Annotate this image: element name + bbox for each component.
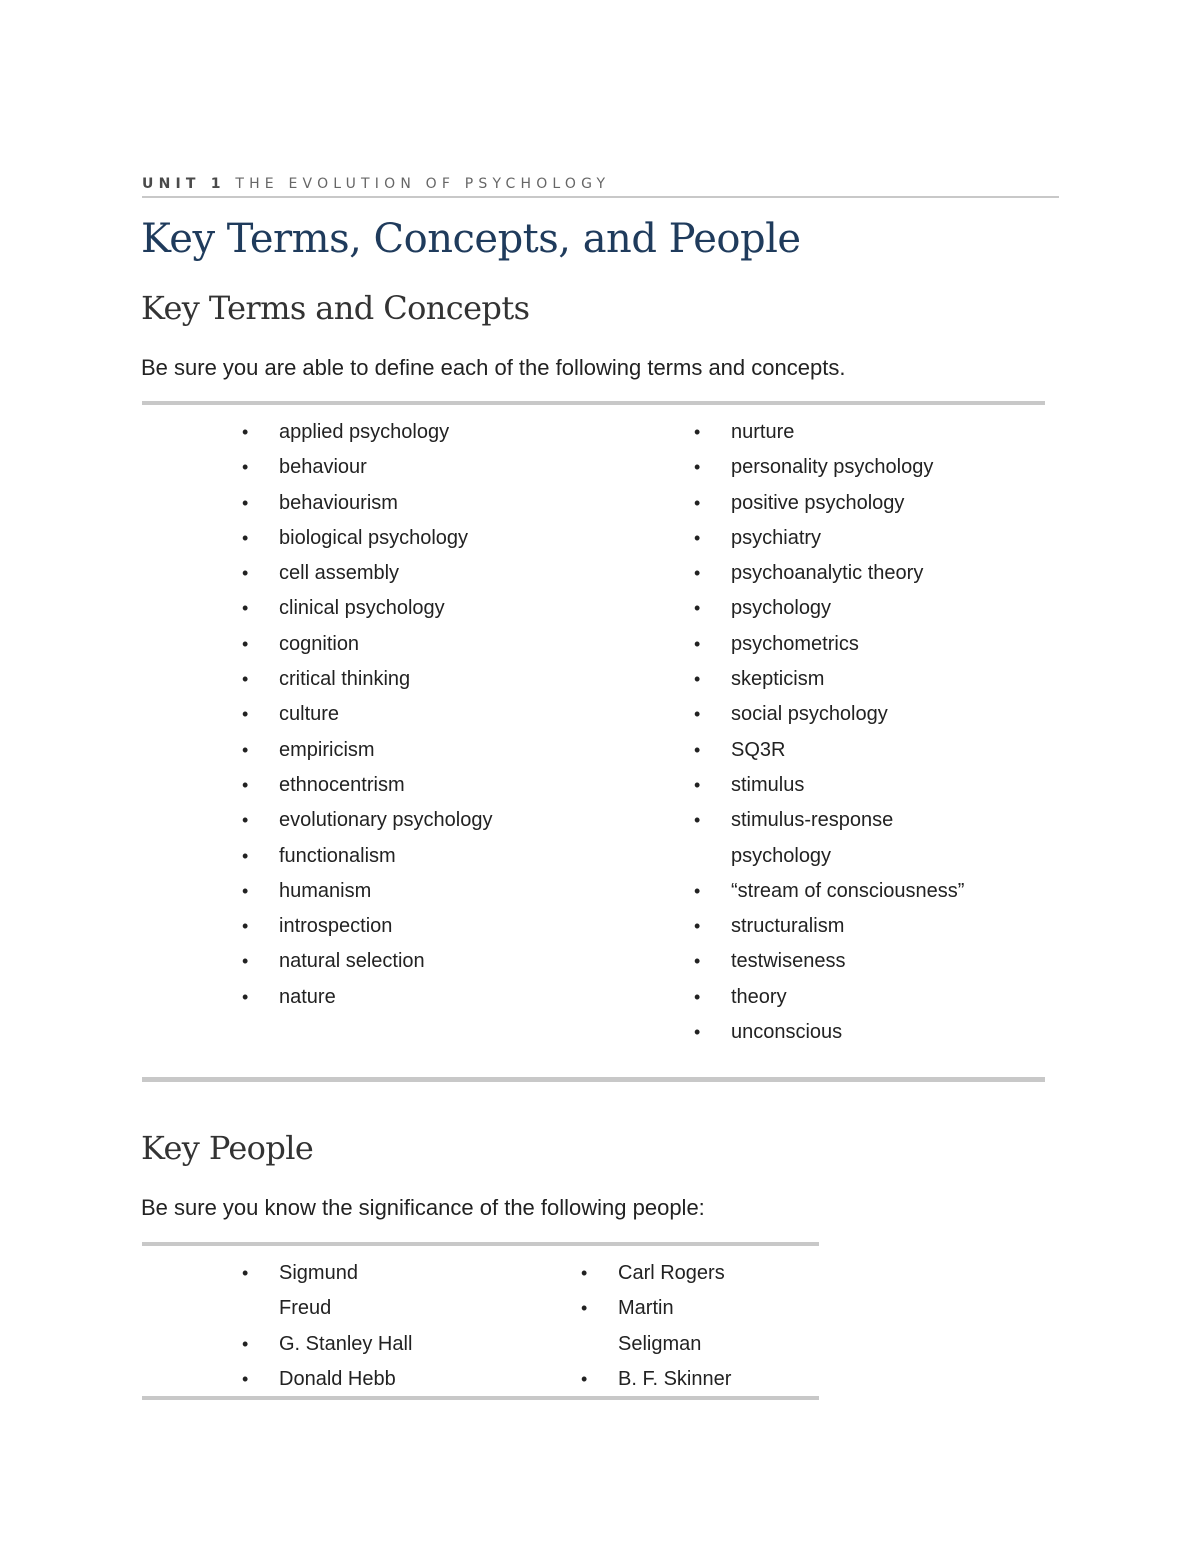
list-item <box>694 944 964 979</box>
bullet-icon: • <box>581 1368 588 1389</box>
header-divider <box>142 196 1059 198</box>
bullet-icon: • <box>242 457 249 478</box>
list-item <box>694 980 964 1015</box>
bullet-icon: • <box>694 880 701 901</box>
bullet-icon: • <box>694 704 701 725</box>
bullet-icon: • <box>694 563 701 584</box>
list-item-text: social psychology <box>731 703 888 726</box>
list-item-text: “stream of consciousness” <box>731 879 965 902</box>
unit-label: UNIT 1 <box>142 176 226 192</box>
list-item-text: cell assembly <box>279 562 400 585</box>
unit-subject: THE EVOLUTION OF PSYCHOLOGY <box>235 176 611 192</box>
list-item <box>242 415 492 450</box>
terms-intro: Be sure you are able to define each of the following terms and concepts. <box>141 355 846 380</box>
bullet-icon: • <box>242 422 249 442</box>
bullet-icon: • <box>694 598 701 619</box>
bullet-icon: • <box>694 1022 701 1043</box>
terms-heading: Key Terms and Concepts <box>141 289 530 327</box>
list-item-text: Seligman <box>618 1332 702 1355</box>
list-item <box>242 944 492 979</box>
list-item-text: Martin <box>618 1297 674 1320</box>
bullet-icon: • <box>242 810 249 831</box>
bullet-icon: • <box>694 810 701 831</box>
bullet-icon: • <box>694 669 701 690</box>
list-item-text: psychometrics <box>731 632 859 655</box>
bullet-icon: • <box>694 986 701 1007</box>
people-left-list <box>242 1256 412 1397</box>
list-item-text: humanism <box>279 879 372 902</box>
list-item <box>242 1327 412 1362</box>
list-item <box>694 768 964 803</box>
list-item <box>242 450 492 485</box>
bullet-icon: • <box>694 951 701 972</box>
bullet-icon: • <box>694 774 701 795</box>
bullet-icon: • <box>694 916 701 937</box>
list-item-text: G. Stanley Hall <box>279 1332 413 1355</box>
list-item-text: positive psychology <box>731 491 905 514</box>
bullet-icon: • <box>242 1263 249 1283</box>
list-item <box>581 1256 731 1291</box>
bullet-icon: • <box>242 1333 249 1354</box>
list-item-text: stimulus-response <box>731 809 894 832</box>
list-item <box>242 874 492 909</box>
people-heading: Key People <box>141 1129 314 1167</box>
list-item <box>694 521 964 556</box>
list-item <box>242 591 492 626</box>
list-item <box>242 909 492 944</box>
list-item-text: psychology <box>731 597 832 620</box>
list-item-text: structuralism <box>731 915 845 938</box>
bullet-icon: • <box>242 951 249 972</box>
list-item <box>694 591 964 626</box>
list-item-text: Freud <box>279 1297 332 1320</box>
bullet-icon: • <box>242 739 249 760</box>
bullet-icon: • <box>242 669 249 690</box>
bullet-icon: • <box>242 633 249 654</box>
bullet-icon: • <box>694 492 701 513</box>
bullet-icon: • <box>242 598 249 619</box>
list-item <box>242 697 492 732</box>
list-item <box>242 521 492 556</box>
list-item <box>694 662 964 697</box>
list-item-text: Sigmund <box>279 1262 358 1284</box>
bullet-icon: • <box>694 457 701 478</box>
people-right-list <box>581 1256 731 1397</box>
list-item <box>242 486 492 521</box>
terms-bottom-divider <box>142 1077 1045 1082</box>
list-item-text: skepticism <box>731 668 825 691</box>
list-item <box>242 556 492 591</box>
people-intro: Be sure you know the significance of the following people: <box>141 1195 705 1220</box>
list-item <box>242 839 492 874</box>
list-item <box>694 839 964 874</box>
list-item <box>581 1362 731 1397</box>
list-item-text: behaviourism <box>279 491 398 514</box>
list-item <box>694 1015 964 1050</box>
bullet-icon: • <box>242 845 249 866</box>
list-item-text: applied psychology <box>279 421 450 443</box>
list-item-text: personality psychology <box>731 456 934 479</box>
list-item <box>694 874 964 909</box>
list-item <box>581 1327 731 1362</box>
list-item-text: empiricism <box>279 738 375 761</box>
list-item-text: psychiatry <box>731 526 822 549</box>
terms-top-divider <box>142 401 1045 405</box>
list-item <box>694 415 964 450</box>
page-title: Key Terms, Concepts, and People <box>141 216 801 262</box>
list-item <box>694 733 964 768</box>
bullet-icon: • <box>242 880 249 901</box>
list-item-text: introspection <box>279 915 393 938</box>
list-item <box>242 1362 412 1397</box>
list-item <box>242 980 492 1015</box>
people-bottom-divider <box>142 1396 819 1400</box>
list-item-text: nature <box>279 985 336 1008</box>
list-item <box>242 733 492 768</box>
list-item-text: stimulus <box>731 773 805 796</box>
list-item-text: evolutionary psychology <box>279 809 493 832</box>
list-item <box>242 627 492 662</box>
list-item <box>242 803 492 838</box>
list-item <box>242 1291 412 1326</box>
bullet-icon: • <box>242 563 249 584</box>
list-item-text: clinical psychology <box>279 597 445 620</box>
list-item <box>581 1291 731 1326</box>
bullet-icon: • <box>242 527 249 548</box>
list-item-text: ethnocentrism <box>279 773 405 796</box>
list-item <box>694 803 964 838</box>
bullet-icon: • <box>694 527 701 548</box>
bullet-icon: • <box>694 739 701 760</box>
unit-header <box>142 176 610 192</box>
list-item-text: cognition <box>279 632 360 655</box>
list-item-text: B. F. Skinner <box>618 1367 732 1390</box>
list-item <box>694 909 964 944</box>
list-item <box>694 697 964 732</box>
bullet-icon: • <box>242 704 249 725</box>
terms-right-list <box>694 415 964 1050</box>
list-item-text: unconscious <box>731 1021 843 1044</box>
list-item <box>694 450 964 485</box>
bullet-icon: • <box>581 1263 588 1283</box>
list-item <box>242 768 492 803</box>
list-item-text: nurture <box>731 421 795 443</box>
list-item-text: functionalism <box>279 844 396 867</box>
list-item-text: SQ3R <box>731 738 786 761</box>
list-item <box>242 1256 412 1291</box>
list-item <box>694 556 964 591</box>
list-item-text: critical thinking <box>279 668 411 691</box>
bullet-icon: • <box>242 492 249 513</box>
list-item-text: culture <box>279 703 340 726</box>
bullet-icon: • <box>242 1368 249 1389</box>
list-item-text: behaviour <box>279 456 367 479</box>
bullet-icon: • <box>242 986 249 1007</box>
bullet-icon: • <box>242 774 249 795</box>
list-item-text: testwiseness <box>731 950 846 973</box>
list-item-text: theory <box>731 985 787 1008</box>
bullet-icon: • <box>581 1298 588 1319</box>
list-item-text: natural selection <box>279 950 425 973</box>
list-item-text: psychology <box>731 844 832 867</box>
list-item <box>242 662 492 697</box>
people-top-divider <box>142 1242 819 1246</box>
list-item-text: biological psychology <box>279 526 469 549</box>
terms-left-list <box>242 415 492 1015</box>
bullet-icon: • <box>694 422 701 442</box>
list-item-text: Carl Rogers <box>618 1262 725 1284</box>
list-item <box>694 486 964 521</box>
list-item-text: Donald Hebb <box>279 1367 396 1390</box>
bullet-icon: • <box>694 633 701 654</box>
bullet-icon: • <box>242 916 249 937</box>
list-item-text: psychoanalytic theory <box>731 562 924 585</box>
list-item <box>694 627 964 662</box>
